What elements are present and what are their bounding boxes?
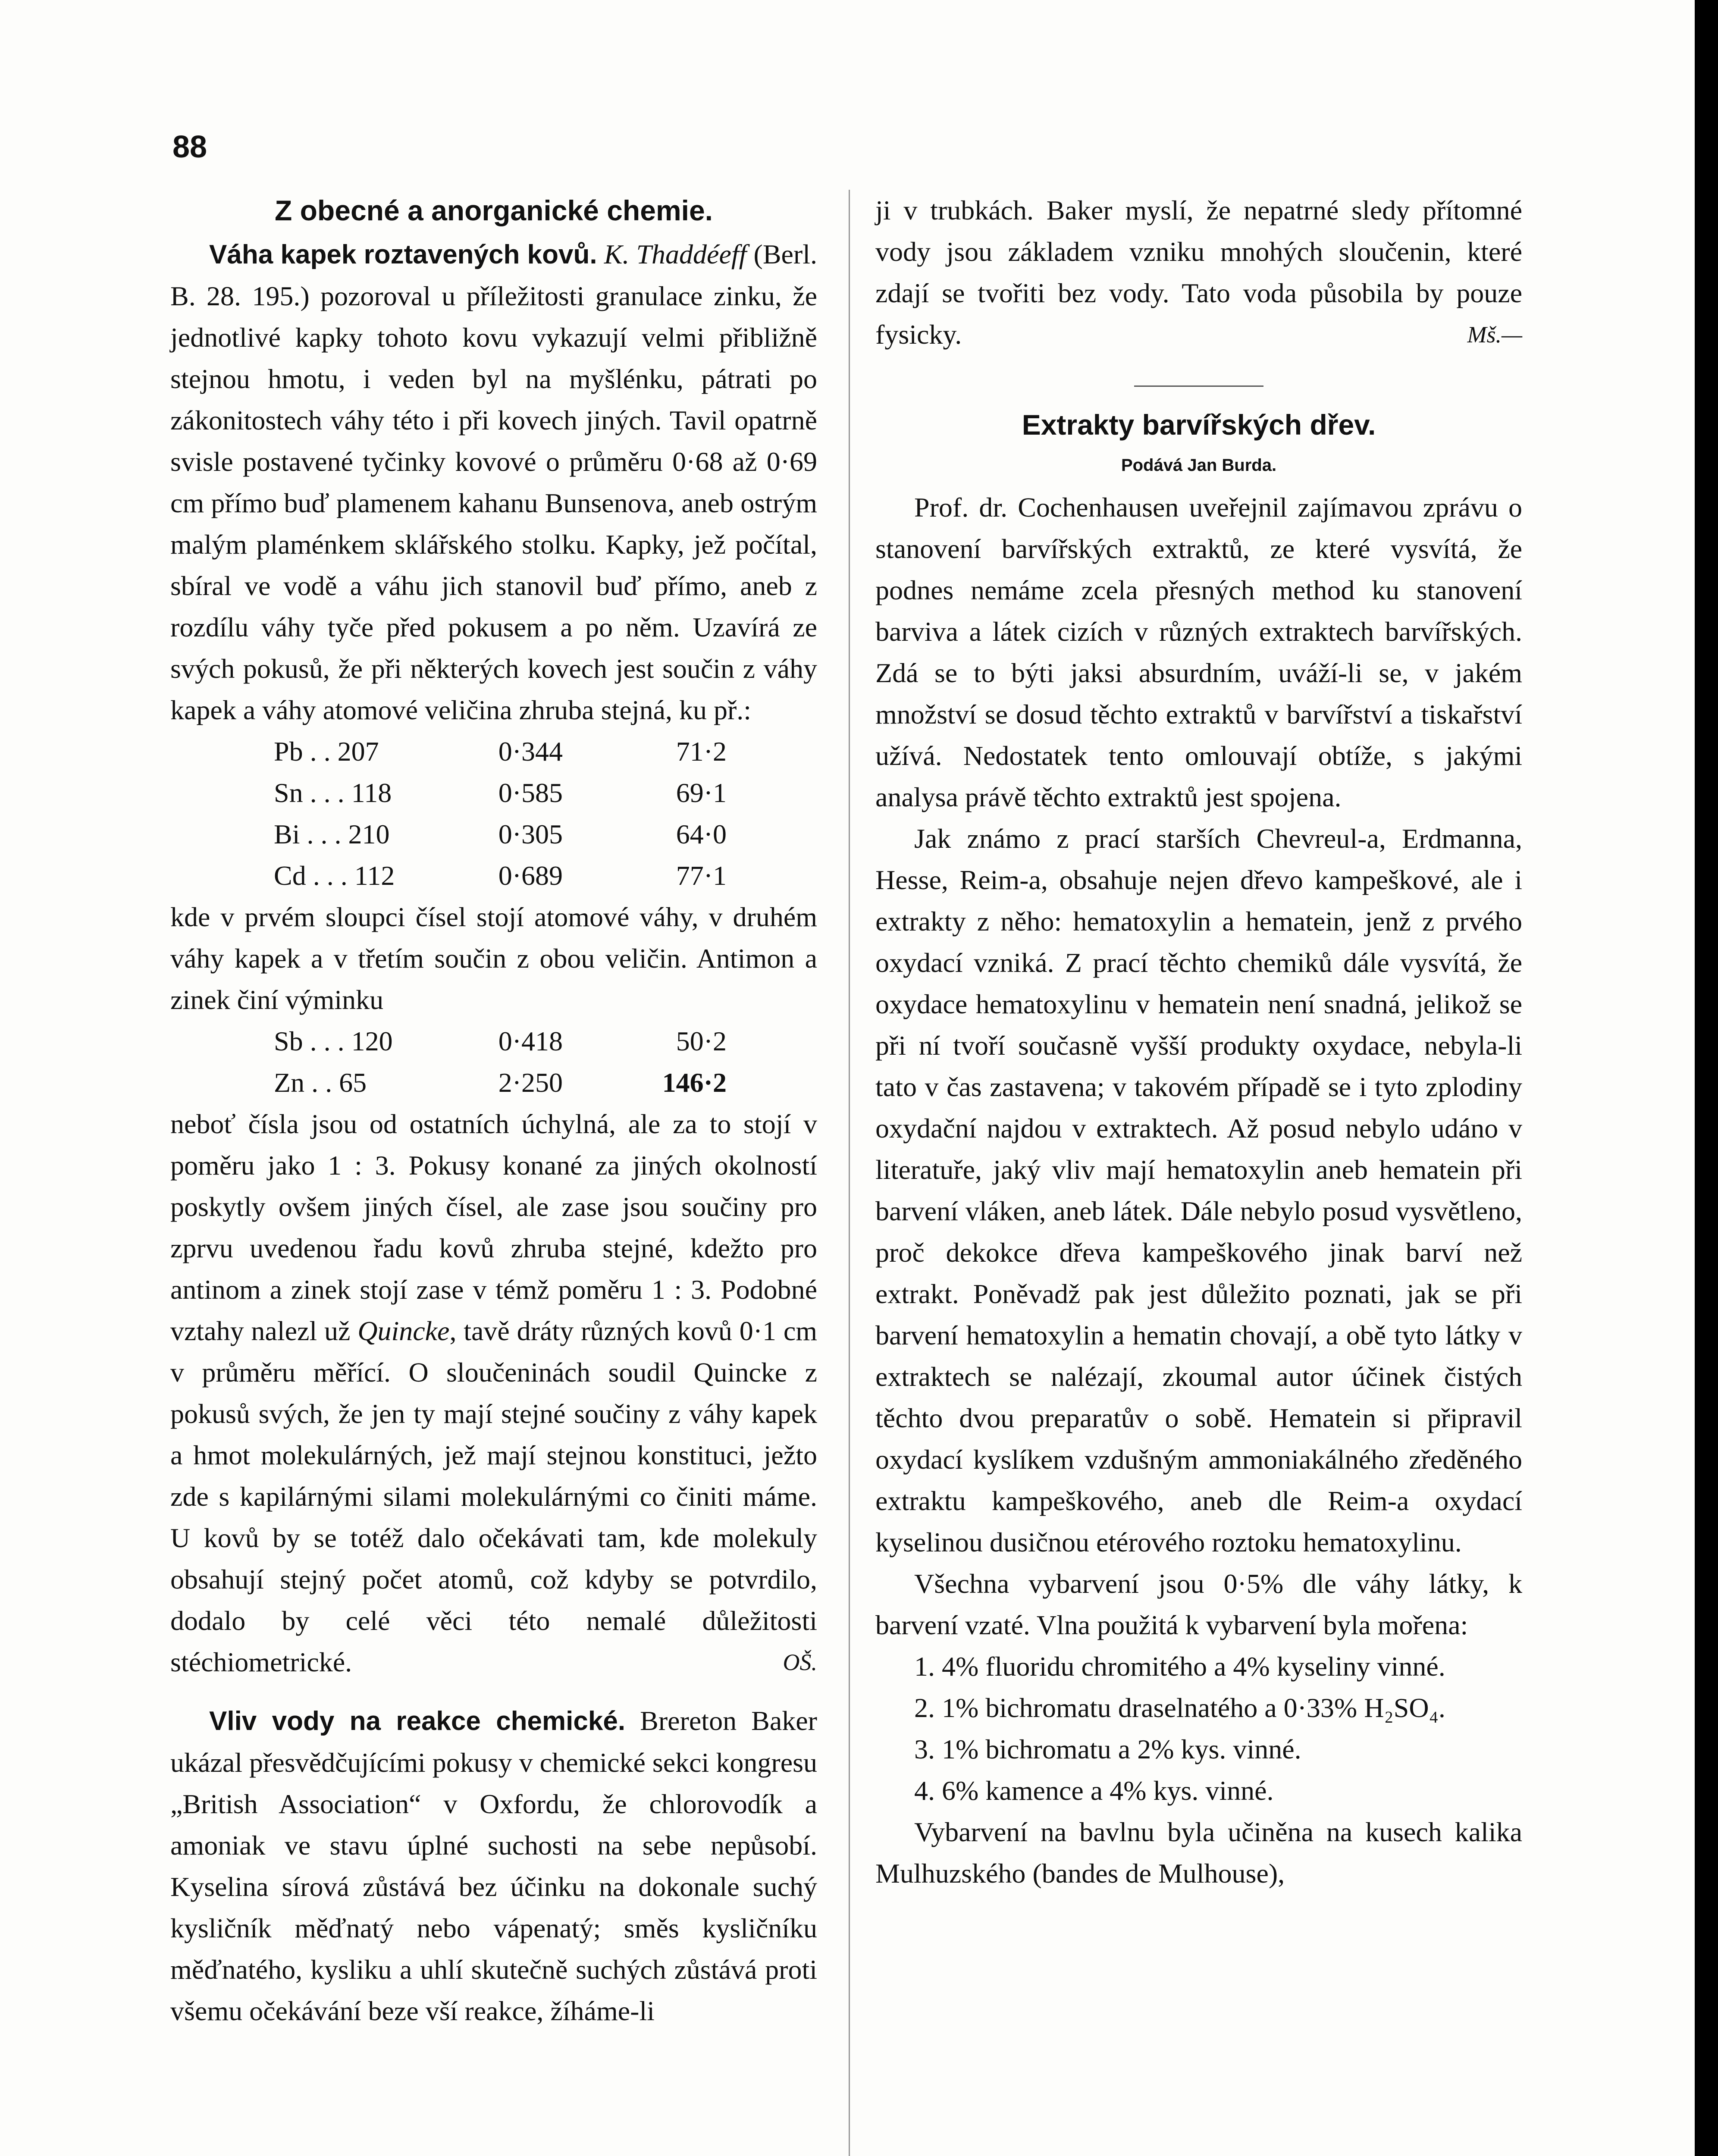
table-cell-metal: Cd . . . 112 xyxy=(274,860,395,891)
continuation-paragraph xyxy=(875,190,1522,355)
table-cell-drop: 0·418 xyxy=(498,1026,563,1056)
table-cell-product: 69·1 xyxy=(676,777,727,808)
exception-table xyxy=(274,1021,761,1103)
article-drop-weight-intro xyxy=(170,234,817,731)
paragraph-author: Quincke xyxy=(357,1316,450,1346)
article-paragraph: Jak známo z prací starších Chevreul-a, Erdmanna, Hesse, Reim-a, obsahuje nejen dřevo kampeškové, ale i extrakty z něho: hematoxylin a hematein, jenž z prvého oxydací vzniká. Z prací těchto chemiků dále vysvítá, že oxydace hematoxylinu v hematein není snadná, jelikož se při ní tvoří současně vyšší produkty oxydace, nebyla-li tato v čas zastavena; v takovém případě se i tyto zplodiny oxydační najdou v extraktech. Až posud nebylo udáno v literatuře, jaký vliv mají hematoxylin aneb hematein při barvení vláken, aneb látek. Dále nebylo posud vysvětleno, proč dekokce dřeva kampeškového jinak barví než extrakt. Poněvadž pak jest důležito poznati, jak se při barvení hematoxylin a hematin chovají, a obě tyto látky v extraktech se nalézají, zkoumal autor účinek čistých těchto dvou preparatův o sobě. Hematein si připravil oxydací kyslíkem vzdušným ammoniakálného zředěného extraktu kampeškového, aneb dle Reim-a oxydací kyselinou dusičnou etérového roztoku hematoxylinu. xyxy=(875,823,1522,1557)
list-item: 2. 1% bichromatu draselnatého a 0·33% H₂SO₄. xyxy=(914,1692,1445,1723)
table-cell-product: 50·2 xyxy=(676,1026,727,1056)
table-cell-drop: 0·344 xyxy=(498,736,563,767)
article-heading-drop-weight: Váha kapek roztavených kovů. xyxy=(209,240,597,270)
table-cell-product: 77·1 xyxy=(676,860,727,891)
article-paragraph: Vybarvení na bavlnu byla učiněna na kusech kalika Mulhuzského (bandes de Mulhouse), xyxy=(875,1817,1522,1889)
table-cell-metal: Pb . . 207 xyxy=(274,736,379,767)
article-heading-water: Vliv vody na reakce chemické. xyxy=(209,1706,626,1736)
table-cell-drop: 0·305 xyxy=(498,819,563,849)
section-title-dye-extracts: Extrakty barvířských dřev. xyxy=(1022,409,1376,441)
left-column xyxy=(170,190,817,2032)
list-item: 4. 6% kamence a 4% kys. vinné. xyxy=(914,1775,1274,1806)
table-row xyxy=(274,1021,761,1062)
table-row xyxy=(274,1062,761,1103)
paragraph-text: ji v trubkách. Baker myslí, že nepatrné sledy přítomné vody jsou základem vzniku mnohých sloučenin, které zdají se tvořiti bez vody. Tato voda působila by pouze fysicky. xyxy=(875,195,1522,350)
drop-weight-table xyxy=(274,731,761,896)
table-row xyxy=(274,814,761,855)
byline: Podává Jan Burda. xyxy=(1121,456,1277,475)
article-paragraph: pozoroval u příležitosti granulace zinku, že jednotlivé kapky tohoto kovu vykazují velmi přibližně stejnou hmotu, i veden byl na myšlénku, pátrati po zákonitostech váhy této i při kovech jiných. Tavil opatrně svisle postavené tyčinky kovové o průměru 0·68 až 0·69 cm přímo buď plamenem kahanu Bunsenova, aneb ostrým malým plaménkem sklářského stolku. Kapky, jež počítal, sbíral ve vodě a váhu jich stanovil buď přímo, aneb z rozdílu váhy tyče před pokusem a po něm. Uzavírá ze svých pokusů, že při některých kovech jest součin z váhy kapek a váhy atomové veličina zhruba stejná, ku př.: xyxy=(170,281,818,725)
table-row xyxy=(274,855,761,896)
list-item: 3. 1% bichromatu a 2% kys. vinné. xyxy=(914,1734,1301,1764)
article-paragraph: Prof. dr. Cochenhausen uveřejnil zajímavou zprávu o stanovení barvířských extraktů, ze které vysvítá, že podnes nemáme zcela přesných method ku stanovení barviva a látek cizích v různých extraktech barvířských. Zdá se to býti jaksi absurdním, uváží-li se, v jakém množství se dosud těchto extraktů v barvířství a tiskařství užívá. Nedostatek tento omlouvají obtíže, s jakými analysa právě těchto extraktů jest spojena. xyxy=(875,492,1522,812)
list-item: 1. 4% fluoridu chromitého a 4% kyseliny vinné. xyxy=(914,1651,1445,1682)
article-paragraph xyxy=(170,1103,817,1683)
article-reference: (Berl. B. 28. 195.) xyxy=(170,239,818,311)
right-column xyxy=(875,190,1522,1894)
table-cell-product: 64·0 xyxy=(676,819,727,849)
table-cell-metal: Sb . . . 120 xyxy=(274,1026,393,1056)
article-signature: OŠ. xyxy=(783,1649,817,1675)
table-cell-drop: 0·689 xyxy=(498,860,563,891)
article-paragraph: Brereton Baker ukázal přesvědčujícími pokusy v chemické sekci kongresu „British Association“ v Oxfordu, že chlorovodík a amoniak ve stavu úplné suchosti na sebe nepůsobí. Kyselina sírová zůstává bez účinku na dokonale suchý kysličník měďnatý nebo vápenatý; směs kysličníku měďnatého, kysliku a uhlí skutečně suchých zůstává proti všemu očekávání beze vší reakce, žíháme-li xyxy=(170,1705,817,2026)
article-author: K. Thaddéeff xyxy=(604,239,747,270)
article-water-effect xyxy=(170,1700,817,2032)
page-number: 88 xyxy=(172,130,207,164)
table-cell-drop: 0·585 xyxy=(498,777,563,808)
paragraph-text: neboť čísla jsou od ostatních úchylná, ale za to stojí v poměru jako 1 : 3. Pokusy konané za jiných okolností poskytly ovšem jiných čísel, ale zase jsou součiny pro zprvu uvedenou řadu kovů zhruba stejné, kdežto pro antinom a zinek stojí zase v témž poměru 1 : 3. Podobné vztahy nalezl už xyxy=(170,1109,817,1346)
column-divider xyxy=(849,190,850,2156)
table-row xyxy=(274,731,761,772)
table-row xyxy=(274,772,761,814)
table-cell-metal: Sn . . . 118 xyxy=(274,777,392,808)
table-cell-product: 146·2 xyxy=(662,1067,727,1098)
section-divider xyxy=(1134,385,1263,387)
article-paragraph: Všechna vybarvení jsou 0·5% dle váhy látky, k barvení vzaté. Vlna použitá k vybarvení byla mořena: xyxy=(875,1568,1522,1640)
paragraph-text: , tavě dráty různých kovů 0·1 cm v průměru měřící. O sloučeninách soudil Quincke z pokusů svých, že jen ty mají stejné součiny z váhy kapek a hmot molekulárných, jež mají stejnou konstituci, ježto zde s kapilárnými silami molekulárnými co činiti máme. U kovů by se totéž dalo očekávati tam, kde molekuly obsahují stejný počet atomů, což kdyby se potvrdilo, dodalo by celé věci této nemalé důležitosti stéchiometrické. xyxy=(170,1316,818,1677)
table-cell-drop: 2·250 xyxy=(498,1067,563,1098)
article-signature: Mš.— xyxy=(1467,322,1522,348)
table-cell-metal: Zn . . 65 xyxy=(274,1067,367,1098)
section-title-inorganic: Z obecné a anorganické chemie. xyxy=(274,194,713,226)
table-cell-metal: Bi . . . 210 xyxy=(274,819,390,849)
scan-edge xyxy=(1695,0,1718,2156)
table-cell-product: 71·2 xyxy=(676,736,727,767)
article-paragraph: kde v prvém sloupci čísel stojí atomové váhy, v druhém váhy kapek a v třetím součin z obou veličin. Antimon a zinek činí výminku xyxy=(170,902,817,1015)
